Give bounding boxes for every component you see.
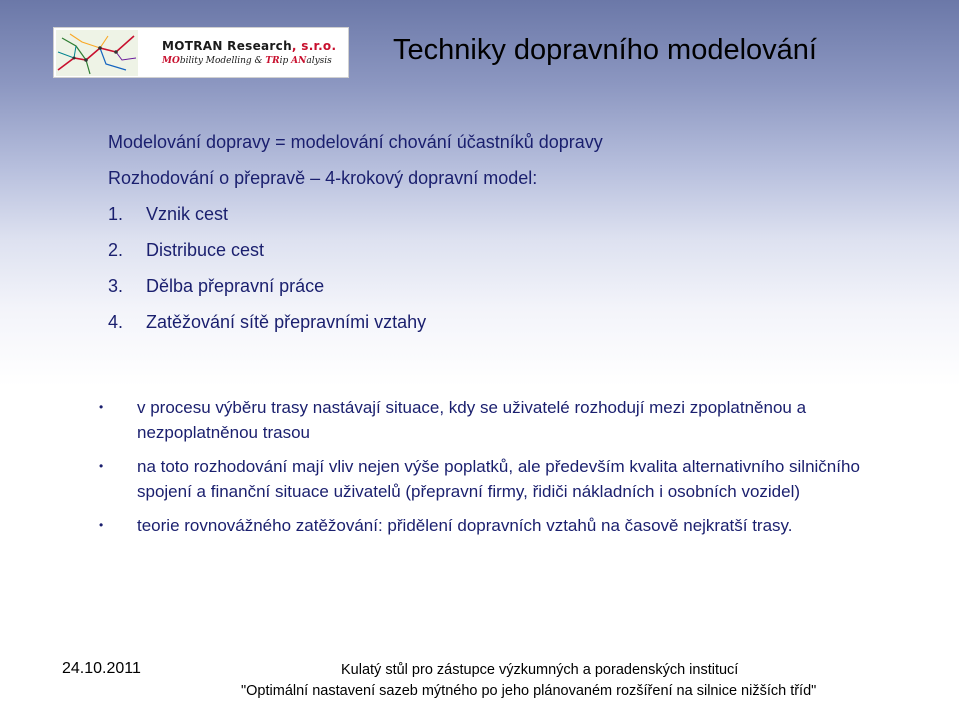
- bullet-text: v procesu výběru trasy nastávají situace, kdy se uživatelé rozhodují mezi zpoplatněnou a nezpoplatněnou trasou: [137, 398, 807, 442]
- step-label: Vznik cest: [146, 204, 229, 224]
- logo-tagline: [162, 56, 332, 66]
- step-item: [108, 240, 264, 261]
- bullet-text: teorie rovnovážného zatěžování: přidělení dopravních vztahů na časově nejkratší trasy.: [137, 516, 793, 535]
- step-label: Distribuce cest: [146, 240, 265, 260]
- intro-line-2: Rozhodování o přepravě – 4-krokový dopravní model:: [108, 168, 538, 188]
- logo-tagline-part: alysis: [306, 56, 332, 66]
- step-label: Dělba přepravní práce: [146, 276, 325, 296]
- step-item: [108, 204, 228, 225]
- road-network-map-icon: [56, 30, 138, 76]
- step-number: 4.: [108, 312, 124, 332]
- logo-tagline-part: TR: [265, 56, 280, 66]
- bullet-dot-icon: •: [99, 518, 104, 532]
- footer-date: 24.10.2011: [62, 660, 141, 677]
- step-label: Zatěžování sítě přepravními vztahy: [146, 312, 427, 332]
- step-item: [108, 312, 426, 333]
- step-item: [108, 276, 324, 297]
- footer-event-title: Kulatý stůl pro zástupce výzkumných a poradenských institucí: [341, 662, 739, 678]
- logo-tagline-part: bility Modelling &: [179, 56, 266, 66]
- logo-name-main: MOTRAN Research: [162, 39, 292, 53]
- bullet-list: [97, 395, 877, 547]
- bullet-item: [97, 395, 877, 445]
- logo-tagline-part: AN: [291, 56, 307, 66]
- bullet-text: na toto rozhodování mají vliv nejen výše poplatků, ale především kvalita alternativního silničního spojení a finanční situace uživatelů (přepravní firmy, řidiči nákladních i osobních vozidel): [137, 457, 860, 501]
- bullet-item: [97, 513, 877, 538]
- logo-name-suffix: , s.r.o.: [291, 39, 337, 53]
- logo-tagline-part: MO: [162, 56, 180, 66]
- bullet-dot-icon: •: [99, 459, 104, 473]
- logo-company-name: [162, 39, 336, 53]
- bullet-dot-icon: •: [99, 400, 104, 414]
- step-number: 3.: [108, 276, 124, 296]
- bullet-item: [97, 454, 877, 504]
- slide-title: Techniky dopravního modelování: [393, 34, 817, 66]
- step-number: 1.: [108, 204, 124, 224]
- logo-tagline-part: ip: [279, 56, 292, 66]
- step-number: 2.: [108, 240, 124, 260]
- company-logo: [53, 27, 349, 78]
- footer-event-subtitle: "Optimální nastavení sazeb mýtného po jeho plánovaném rozšíření na silnice nižších tříd": [241, 683, 817, 699]
- intro-line-1: Modelování dopravy = modelování chování účastníků dopravy: [108, 132, 603, 152]
